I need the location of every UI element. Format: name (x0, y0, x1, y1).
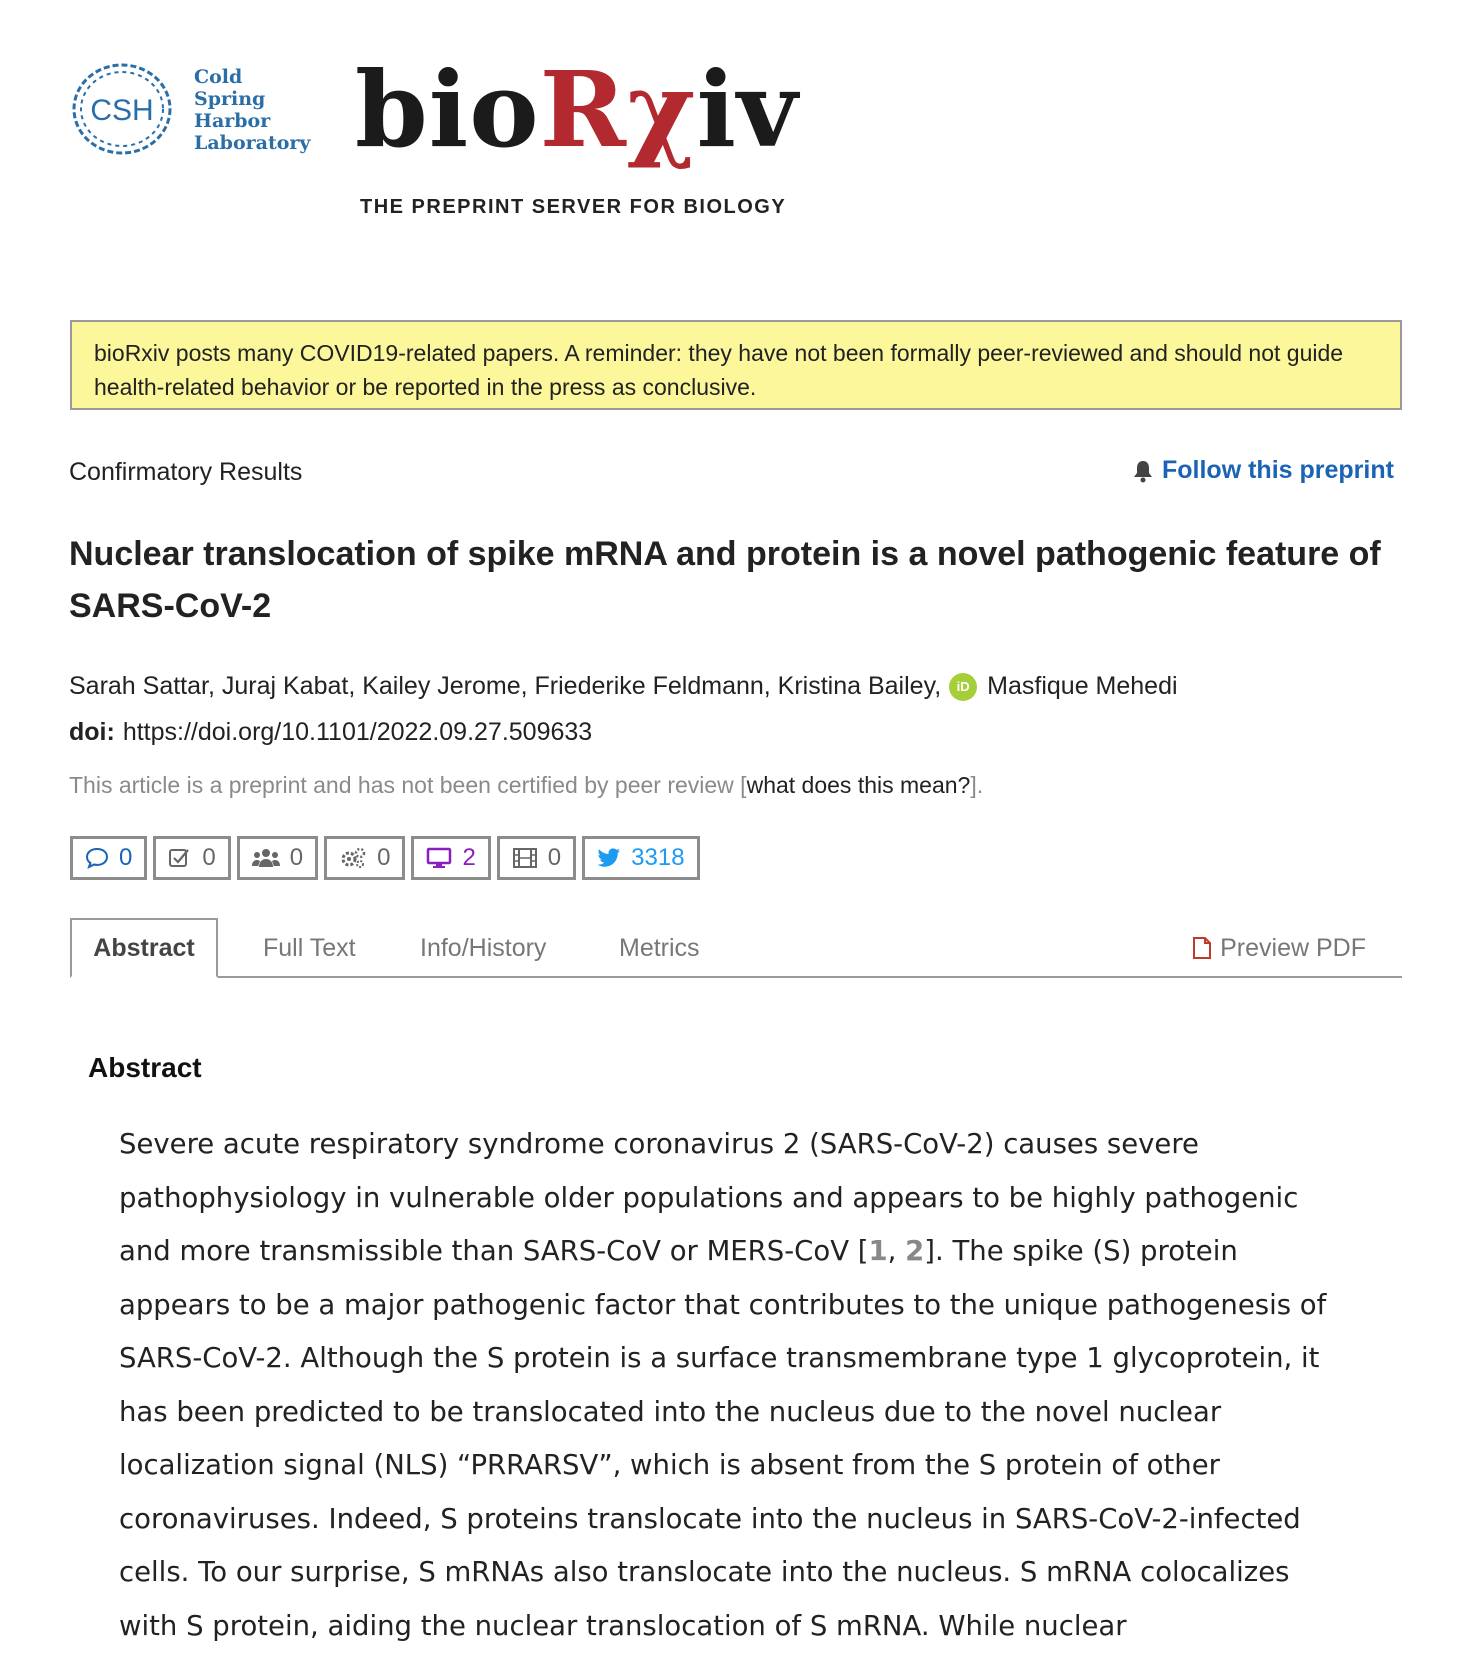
users-icon (252, 847, 280, 869)
csh-name (194, 66, 310, 154)
author-list (69, 672, 1178, 701)
covid-notice-banner: bioRxiv posts many COVID19-related papers. A reminder: they have not been formally peer-reviewed and should not guide health-related behavior or be reported in the press as conclusive. (70, 320, 1402, 410)
preview-pdf-link[interactable] (1192, 918, 1366, 978)
checkbox-icon (168, 847, 192, 869)
tagline: THE PREPRINT SERVER FOR BIOLOGY (360, 196, 787, 218)
metric-value: 0 (202, 844, 216, 871)
logo-bio: bio (355, 48, 540, 171)
csh-dna-ring-icon (66, 56, 178, 162)
logo-chi: χ (627, 48, 697, 171)
metric-badges (70, 836, 700, 880)
twitter-badge[interactable] (582, 836, 699, 880)
citation-separator: , (887, 1235, 906, 1267)
author-orcid[interactable]: Masfique Mehedi (987, 672, 1178, 700)
abstract-heading: Abstract (88, 1052, 202, 1083)
csh-line: Laboratory (194, 132, 311, 154)
orcid-icon[interactable]: iD (949, 673, 977, 701)
preview-pdf-label: Preview PDF (1220, 933, 1366, 962)
tab-info-history[interactable]: Info/History (420, 933, 547, 962)
pdf-file-icon (1192, 936, 1212, 960)
article-title: Nuclear translocation of spike mRNA and protein is a novel pathogenic feature of SARS-CoV-2 (69, 535, 1381, 625)
tab-abstract[interactable]: Abstract (70, 918, 218, 978)
logo-r: R (539, 48, 628, 171)
follow-label: Follow this preprint (1162, 456, 1394, 484)
article-tabs (70, 918, 1402, 978)
doi-link[interactable]: https://doi.org/10.1101/2022.09.27.509633 (122, 718, 593, 746)
doi-label: doi: (69, 718, 115, 746)
abstract-part: ]. The spike (S) protein appears to be a major pathogenic factor that contributes to the unique pathogenesis of SARS-CoV-2. Although the S protein is a surface transmembrane type 1 glycoprotein, it has been predicted to be translocated into the nucleus due to the novel nuclear localization signal (NLS) “PRRARSV”, which is absent from the S protein of other coronaviruses. Indeed, S proteins translocate into the nucleus in SARS-CoV-2-infected cells. To our surprise, S mRNAs also translocate into the nucleus. S mRNA colocalizes with S protein, aiding the nuclear translocation of S mRNA. While nuclear (119, 1235, 1327, 1642)
tab-full-text[interactable]: Full Text (263, 933, 356, 962)
metric-value: 0 (547, 844, 562, 871)
tab-metrics[interactable]: Metrics (619, 933, 700, 962)
media-badge[interactable] (411, 836, 490, 880)
video-badge[interactable] (497, 836, 576, 880)
preprint-note-text: This article is a preprint and has not been certified by peer review [ (69, 772, 747, 798)
preprint-note (69, 772, 983, 799)
metric-value: 0 (289, 844, 304, 871)
comments-badge[interactable] (70, 836, 147, 880)
metric-value: 2 (462, 844, 476, 871)
comment-icon (85, 847, 109, 869)
bell-icon (1132, 459, 1154, 483)
citation-link[interactable]: 1 (868, 1235, 888, 1267)
abstract-part: Severe acute respiratory syndrome coronavirus 2 (SARS-CoV-2) causes severe pathophysiology in vulnerable older populations and appears to be highly pathogenic and more transmissible than SARS-CoV or MERS-CoV [ (119, 1128, 1299, 1267)
cogs-icon (339, 847, 367, 869)
abstract-text (119, 1118, 1349, 1653)
csh-initials: CSH (90, 94, 154, 127)
automated-badge[interactable] (324, 836, 405, 880)
article-category: Confirmatory Results (69, 458, 303, 486)
metric-value: 3318 (631, 844, 685, 871)
csh-logo[interactable] (66, 56, 311, 166)
reviews-badge[interactable] (153, 836, 230, 880)
twitter-icon (597, 848, 621, 868)
metric-value: 0 (119, 844, 133, 871)
authors-text[interactable]: Sarah Sattar, Juraj Kabat, Kailey Jerome, Friederike Feldmann, Kristina Bailey, (69, 672, 942, 700)
community-badge[interactable] (237, 836, 318, 880)
logo-iv: iv (696, 48, 799, 171)
csh-line: Harbor (194, 110, 271, 132)
film-icon (512, 847, 538, 869)
what-does-this-mean-link[interactable]: what does this mean? (746, 772, 971, 798)
monitor-icon (426, 847, 452, 869)
follow-preprint-link[interactable] (1132, 456, 1394, 485)
preprint-note-end: ]. (970, 772, 984, 798)
csh-line: Spring (194, 88, 266, 110)
metric-value: 0 (377, 844, 391, 871)
doi-line (69, 718, 592, 747)
biorxiv-logo[interactable] (355, 50, 798, 170)
citation-link[interactable]: 2 (905, 1235, 925, 1267)
csh-line: Cold (194, 66, 243, 88)
